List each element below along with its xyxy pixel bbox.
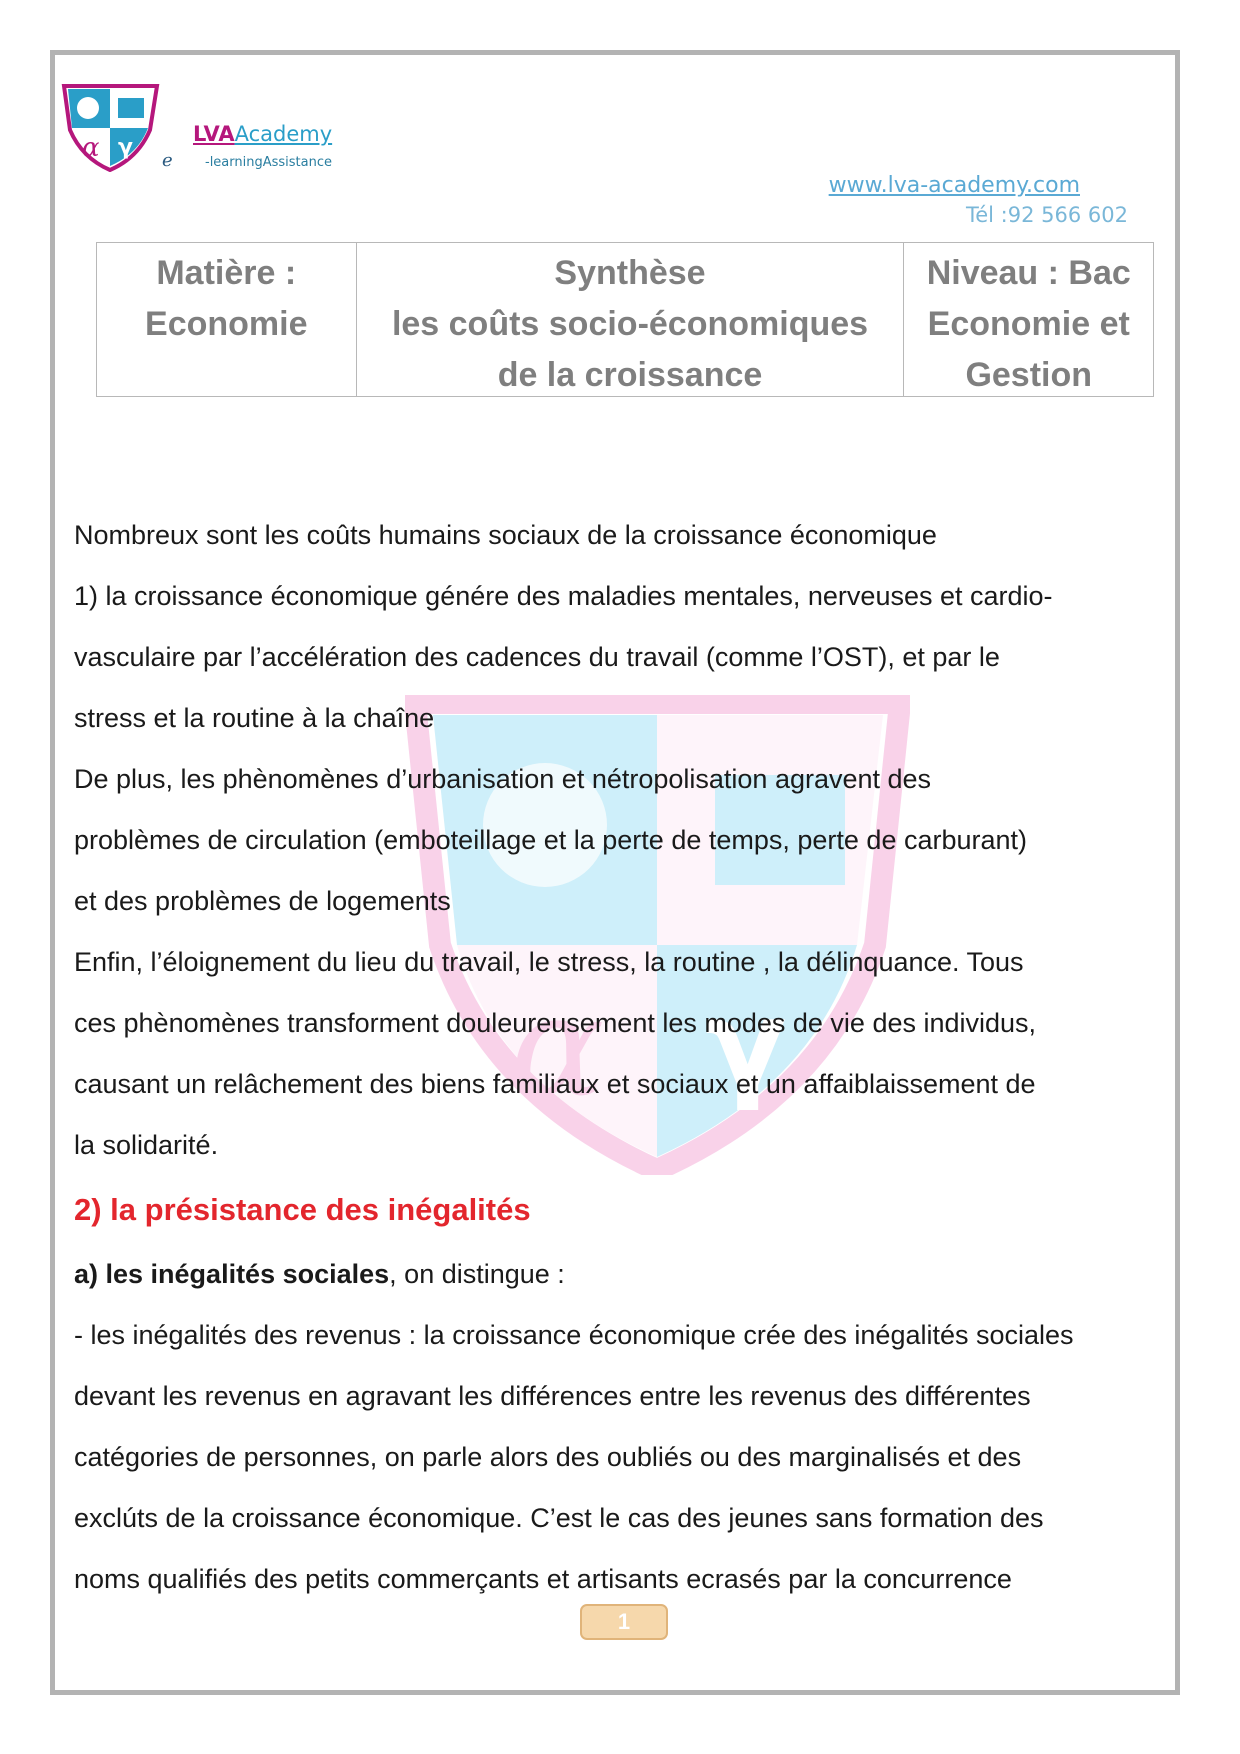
phone-number: Tél :92 566 602 [965, 203, 1128, 227]
title-table [96, 242, 1154, 397]
subject-value: Economie [145, 305, 308, 343]
subsection-heading-bold: a) les inégalités sociales [74, 1259, 390, 1289]
paragraph-line: causant un relâchement des biens familiaux et sociaux et un affaiblaissement de [74, 1069, 1036, 1099]
level-line-2: Economie et [927, 305, 1130, 343]
topic-line-3: de la croissance [497, 356, 763, 394]
paragraph-line: vasculaire par l’accélération des cadences du travail (comme l’OST), et par le [74, 642, 1000, 672]
paragraph-line: problèmes de circulation (emboteillage et la perte de temps, perte de carburant) [74, 825, 1028, 855]
svg-text:α: α [510, 966, 605, 1129]
subject-cell [97, 243, 357, 396]
svg-text:γ: γ [705, 975, 787, 1114]
paragraph-line: catégories de personnes, on parle alors des oubliés ou des marginalisés et des [74, 1442, 1022, 1472]
paragraph-line: exclúts de la croissance économique. C’est le cas des jeunes sans formation des [74, 1503, 1044, 1533]
level-line-1: Niveau : Bac [926, 254, 1131, 292]
paragraph-line: et des problèmes de logements [74, 886, 451, 916]
brand-name [193, 122, 332, 146]
subject-label: Matière : [156, 254, 297, 292]
svg-text:γ: γ [118, 135, 133, 160]
section-heading: 2) la présistance des inégalités [74, 1192, 531, 1227]
page-number-badge: 1 [580, 1604, 668, 1640]
brand-tagline: -learningAssistance [205, 155, 332, 170]
subsection-heading-rest: , on distingue : [389, 1259, 565, 1289]
paragraph-line: stress et la routine à la chaîne [74, 703, 435, 733]
paragraph-line: devant les revenus en agravant les différences entre les revenus des différentes [74, 1381, 1031, 1411]
topic-line-2: les coûts socio-économiques [391, 305, 869, 343]
paragraph-line: ces phènomènes transforment douleureusement les modes de vie des individus, [74, 1008, 1037, 1038]
level-line-3: Gestion [965, 356, 1093, 394]
paragraph-line: la solidarité. [74, 1130, 219, 1160]
level-cell [904, 243, 1153, 396]
website-link[interactable]: www.lva-academy.com [828, 173, 1080, 198]
paragraph-line: - les inégalités des revenus : la croissance économique crée des inégalités sociales [74, 1320, 1074, 1350]
brand-e-letter: e [162, 150, 173, 171]
lva-academy-logo [58, 80, 163, 172]
paragraph-line: noms qualifiés des petits commerçants et artisants ecrasés par la concurrence [74, 1564, 1012, 1594]
topic-cell [357, 243, 905, 396]
subsection-heading [74, 1244, 1184, 1305]
paragraph-line: De plus, les phènomènes d’urbanisation et nétropolisation agravent des [74, 764, 932, 794]
paragraph-line: Nombreux sont les coûts humains sociaux de la croissance économique [74, 520, 937, 550]
brand-academy: Academy [234, 122, 333, 146]
paragraph-line: 1) la croissance économique génére des maladies mentales, nerveuses et cardio- [74, 581, 1053, 611]
svg-text:α: α [82, 133, 100, 163]
brand-lva: LVA [193, 122, 235, 146]
topic-line-1: Synthèse [554, 254, 706, 292]
paragraph-line: Enfin, l’éloignement du lieu du travail, le stress, la routine , la délinquance. Tous [74, 947, 1024, 977]
document-body [74, 505, 1184, 1610]
